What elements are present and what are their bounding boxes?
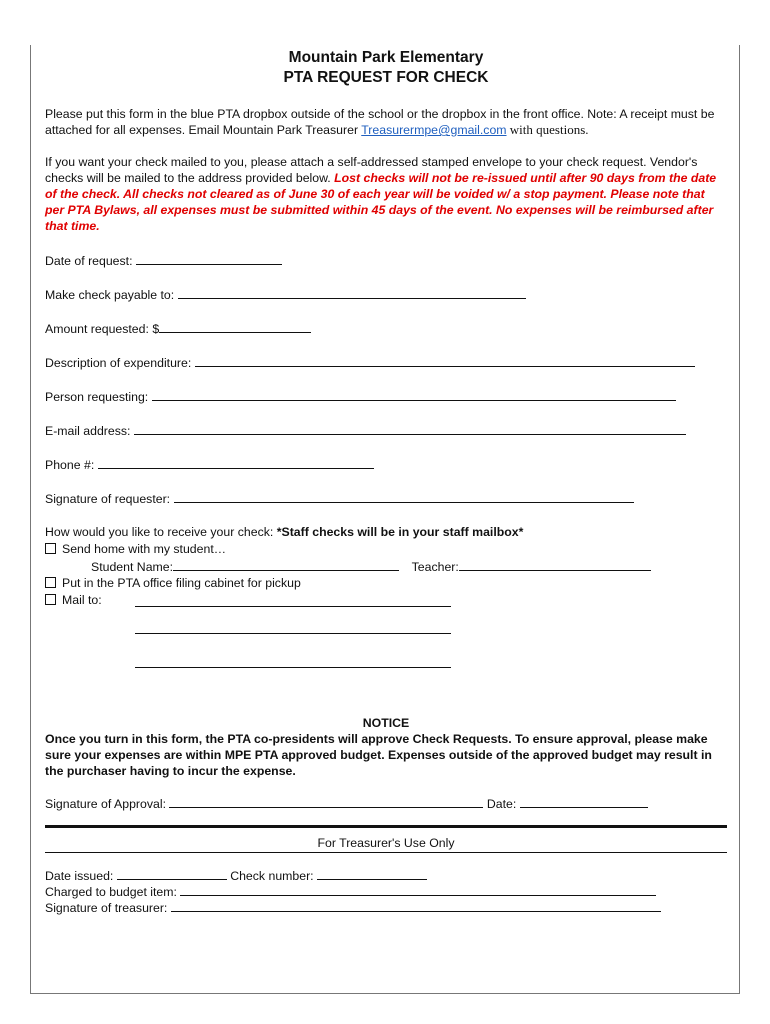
notice-body: Once you turn in this form, the PTA co-presidents will approve Check Requests. To ensure approval, please make sure your expenses are within MPE PTA approved budget. Expenses outside of the approved budget may result in the purchaser having to incur the expense.: [45, 732, 712, 778]
person-requesting-field: [45, 388, 727, 406]
mail-address-line-1[interactable]: [135, 594, 451, 607]
mail-info-text: If you want your check mailed to you, please attach a self-addressed stamped envelope to your check request. Vendor's checks will be mailed to the address provided below.: [45, 155, 698, 185]
teacher-input[interactable]: [459, 558, 651, 571]
amount-label: Amount requested: $: [45, 322, 160, 336]
phone-input[interactable]: [98, 456, 374, 469]
intro-paragraph: [45, 106, 727, 138]
date-issued-row: [45, 867, 727, 883]
mail-checkbox[interactable]: [45, 594, 56, 605]
date-of-request-label: Date of request:: [45, 254, 133, 268]
school-name: Mountain Park Elementary: [288, 49, 484, 66]
mail-address-line-2[interactable]: [135, 633, 451, 634]
send-home-option: [45, 541, 727, 558]
treasurer-signature-label: Signature of treasurer:: [45, 901, 168, 915]
delivery-section: [45, 524, 727, 701]
amount-field: [45, 320, 727, 338]
amount-input[interactable]: [159, 320, 311, 333]
phone-label: Phone #:: [45, 458, 95, 472]
send-home-checkbox[interactable]: [45, 543, 56, 554]
form-title: PTA REQUEST FOR CHECK: [283, 69, 489, 86]
requester-signature-label: Signature of requester:: [45, 492, 171, 506]
treasurer-signature-input[interactable]: [171, 899, 661, 912]
description-label: Description of expenditure:: [45, 356, 192, 370]
budget-item-input[interactable]: [180, 883, 656, 896]
payable-to-input[interactable]: [178, 286, 526, 299]
intro-text-end: with questions.: [506, 122, 589, 137]
pickup-label: Put in the PTA office filing cabinet for pickup: [62, 576, 301, 590]
treasurer-signature-row: [45, 899, 727, 915]
person-requesting-input[interactable]: [152, 388, 676, 401]
budget-item-row: [45, 883, 727, 899]
mail-paragraph: [45, 154, 727, 234]
approval-field: [45, 795, 727, 813]
date-of-request-input[interactable]: [136, 252, 282, 265]
date-issued-input[interactable]: [117, 867, 227, 880]
approval-date-input[interactable]: [520, 795, 648, 808]
date-of-request-field: [45, 252, 727, 270]
form-content: [45, 48, 727, 915]
check-number-label: Check number:: [230, 869, 314, 883]
email-label: E-mail address:: [45, 424, 131, 438]
check-number-input[interactable]: [317, 867, 427, 880]
pickup-checkbox[interactable]: [45, 577, 56, 588]
approval-signature-input[interactable]: [169, 795, 483, 808]
lost-checks-warning: Lost checks will not be re-issued until after 90 days from the date of the check. All checks not cleared as of June 30 of each year will be voided w/ a stop payment. Please note that per PTA Bylaws, all expenses must be submitted within 45 days of the event. No expenses will be reimbursed after that time.: [45, 171, 717, 233]
intro-text: Please put this form in the blue PTA dropbox outside of the school or the dropbox in the front office. Note: A receipt must be attached for all expenses. Email Mountain Park Treasurer: [45, 107, 715, 137]
person-requesting-label: Person requesting:: [45, 390, 149, 404]
teacher-label: Teacher:: [411, 560, 459, 574]
email-input[interactable]: [134, 422, 686, 435]
payable-to-field: [45, 286, 727, 304]
mail-address-lines: [45, 609, 727, 701]
approval-date-label: Date:: [486, 797, 517, 811]
treasurer-heading: For Treasurer's Use Only: [45, 834, 727, 853]
phone-field: [45, 456, 727, 474]
approval-signature-label: Signature of Approval:: [45, 797, 166, 811]
requester-signature-field: [45, 490, 727, 508]
mail-option: [45, 592, 727, 609]
delivery-question-text: How would you like to receive your check:: [45, 525, 277, 539]
budget-item-label: Charged to budget item:: [45, 885, 177, 899]
mail-label: Mail to:: [62, 593, 102, 607]
student-name-label: Student Name:: [91, 560, 174, 574]
student-name-input[interactable]: [173, 558, 399, 571]
description-input[interactable]: [195, 354, 695, 367]
email-field: [45, 422, 727, 440]
mail-address-line-3[interactable]: [135, 667, 451, 668]
delivery-question: [45, 524, 727, 541]
student-teacher-row: [45, 558, 727, 575]
section-divider: [45, 825, 727, 828]
pickup-option: [45, 575, 727, 592]
description-field: [45, 354, 727, 372]
staff-checks-note: *Staff checks will be in your staff mailbox*: [276, 525, 524, 539]
notice-title: NOTICE: [362, 716, 410, 730]
payable-to-label: Make check payable to:: [45, 288, 175, 302]
treasurer-email-link[interactable]: Treasurermpe@gmail.com: [361, 123, 507, 137]
requester-signature-input[interactable]: [174, 490, 634, 503]
date-issued-label: Date issued:: [45, 869, 114, 883]
send-home-label: Send home with my student…: [62, 542, 227, 556]
